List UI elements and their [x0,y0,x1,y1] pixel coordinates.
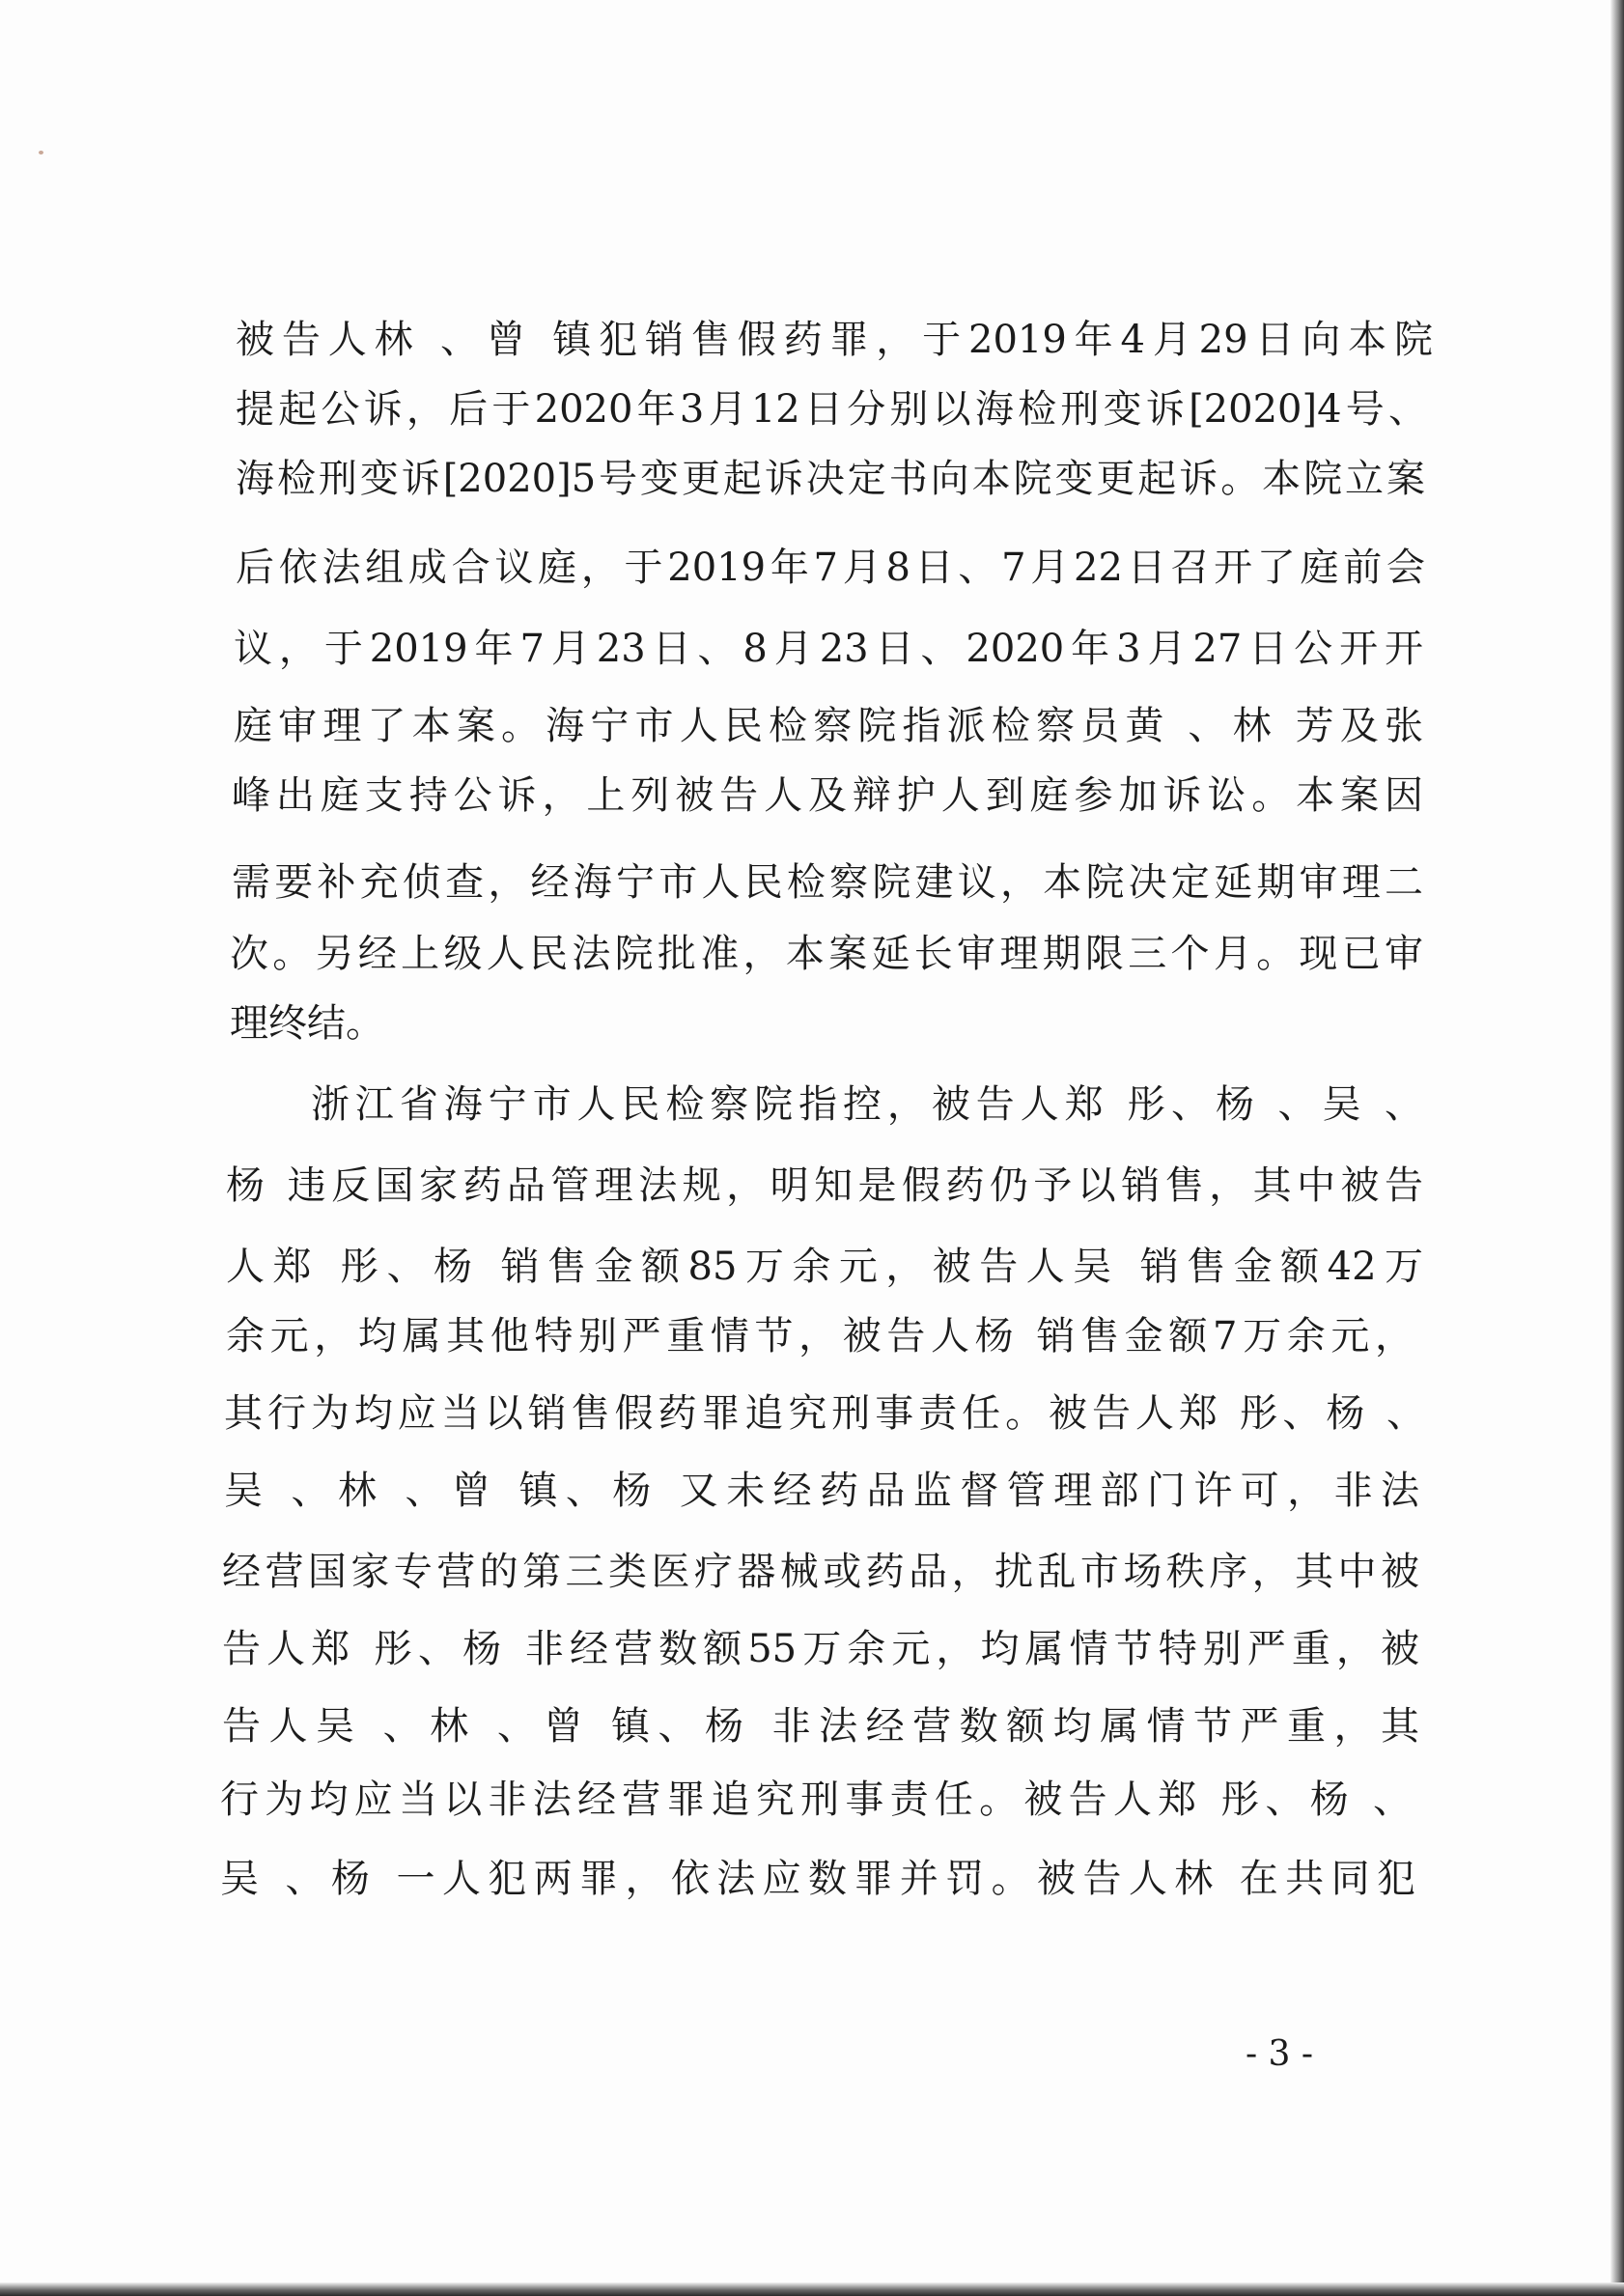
text-line: 杨 违反国家药品管理法规，明知是假药仍予以销售，其中被告 [226,1163,1423,1208]
text-line: 理终结。 [230,1001,384,1046]
text-line: 后依法组成合议庭，于2019年7月8日、7月22日召开了庭前会 [236,546,1425,590]
text-line: 人郑 彤、杨 销售金额85万余元，被告人吴 销售金额42万 [226,1245,1423,1289]
text-line: 峰出庭支持公诉，上列被告人及辩护人到庭参加诉讼。本案因 [232,773,1423,818]
page-number: - 3 - [1245,2034,1314,2074]
text-line: 提起公诉，后于2020年3月12日分别以海检刑变诉[2020]4号、 [236,387,1427,432]
scan-edge-right [1610,0,1624,2296]
text-line: 需要补充侦查，经海宁市人民检察院建议，本院决定延期审理二 [232,860,1423,905]
text-line: 其行为均应当以销售假药罪追究刑事责任。被告人郑 彤、杨 、 [224,1391,1425,1436]
text-line: 行为均应当以非法经营罪追究刑事责任。被告人郑 彤、杨 、 [220,1778,1412,1822]
text-line: 庭审理了本案。海宁市人民检察院指派检察员黄 、林 芳及张 [234,704,1423,748]
text-line: 被告人林 、曾 镇犯销售假药罪，于2019年4月29日向本院 [236,318,1433,362]
text-line: 告人吴 、林 、曾 镇、杨 非法经营数额均属情节严重，其 [222,1704,1419,1749]
text-line: 吴 、林 、曾 镇、杨 又未经药品监督管理部门许可，非法 [224,1469,1419,1513]
text-line: 告人郑 彤、杨 非经营数额55万余元，均属情节特别严重，被 [222,1627,1419,1671]
text-line: 吴 、杨 一人犯两罪，依法应数罪并罚。被告人林 在共同犯 [220,1857,1415,1901]
text-line: 海检刑变诉[2020]5号变更起诉决定书向本院变更起诉。本院立案 [236,457,1425,501]
text-line: 浙江省海宁市人民检察院指控，被告人郑 彤、杨 、吴 、 [311,1082,1423,1127]
scan-edge-bottom [0,2282,1624,2296]
text-line: 议，于2019年7月23日、8月23日、2020年3月27日公开开 [234,627,1423,671]
text-line: 经营国家专营的第三类医疗器械或药品，扰乱市场秩序，其中被 [222,1550,1419,1594]
text-line: 次。另经上级人民法院批准，本案延长审理期限三个月。现已审 [230,932,1423,976]
text-line: 余元，均属其他特别严重情节，被告人杨 销售金额7万余元， [226,1314,1414,1358]
